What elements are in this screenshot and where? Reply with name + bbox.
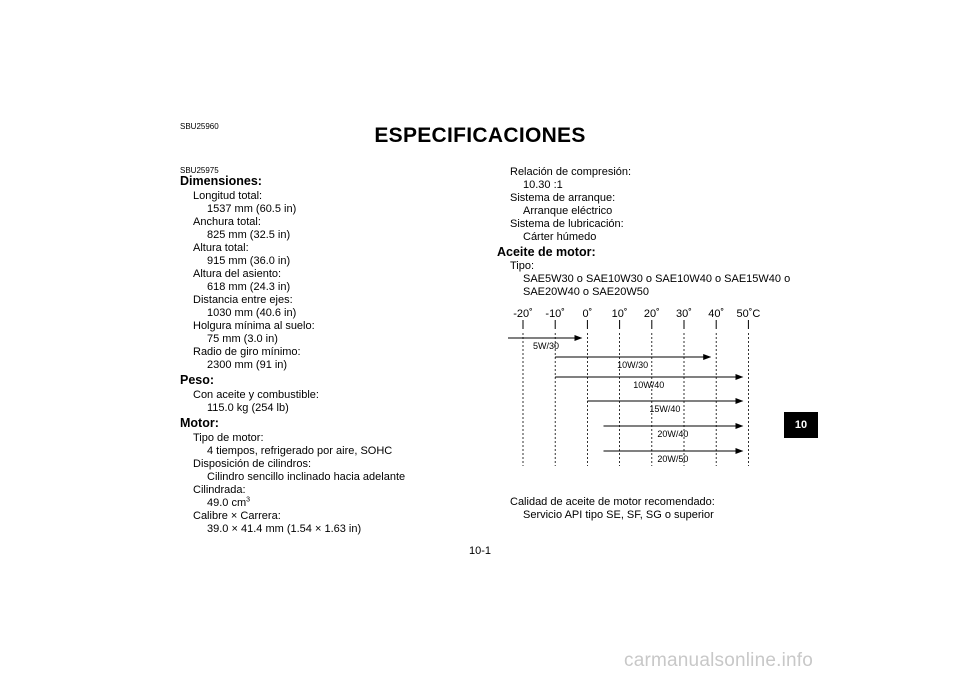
temperature-tick-label: 0˚ — [582, 308, 593, 320]
bore-label: Calibre — [193, 510, 228, 522]
section-code: SBU25960 — [180, 122, 219, 131]
bore-value: 39.0 — [207, 523, 229, 535]
spec-value — [207, 497, 250, 509]
spec-value: SAE5W30 o SAE10W30 o SAE10W40 o SAE15W40 o — [523, 273, 791, 285]
spec-label: Longitud total: — [193, 190, 263, 202]
spec-label: Radio de giro mínimo: — [193, 346, 301, 358]
displacement-value: 49.0 cm — [207, 497, 247, 509]
viscosity-grade-label: 20W/50 — [657, 454, 689, 464]
stroke-value-in: 1.63 in) — [324, 523, 362, 535]
heading-aceite: Aceite de motor: — [497, 245, 596, 259]
spec-label: Calidad de aceite de motor recomendado: — [510, 496, 715, 508]
spec-value — [207, 523, 361, 535]
viscosity-grade-label: 10W/40 — [633, 380, 665, 390]
spec-value: 1030 mm (40.6 in) — [207, 307, 297, 319]
spec-value: 2300 mm (91 in) — [207, 359, 288, 371]
spec-value: 4 tiempos, refrigerado por aire, SOHC — [207, 445, 393, 457]
heading-motor: Motor: — [180, 416, 219, 430]
page-number: 10-1 — [468, 545, 492, 557]
spec-label — [193, 510, 281, 522]
spec-label: Anchura total: — [193, 216, 261, 228]
spec-label: Sistema de lubricación: — [510, 218, 624, 230]
spec-value: Arranque eléctrico — [523, 205, 613, 217]
spec-value: SAE20W40 o SAE20W50 — [523, 286, 649, 298]
spec-value: 618 mm (24.3 in) — [207, 281, 291, 293]
temperature-tick-label: 30˚ — [676, 308, 692, 320]
stroke-value: 41.4 mm (1.54 — [240, 523, 312, 535]
spec-label: Cilindrada: — [193, 484, 246, 496]
times-sign: × — [314, 523, 322, 535]
heading-peso: Peso: — [180, 373, 215, 387]
temperature-tick-label: 10˚ — [611, 308, 628, 320]
viscosity-grade-label: 20W/40 — [657, 429, 689, 439]
subsection-code: SBU25975 — [180, 166, 219, 175]
spec-label: Distancia entre ejes: — [193, 294, 293, 306]
stroke-label: Carrera: — [240, 510, 281, 522]
spec-value: 10.30 :1 — [523, 179, 563, 191]
spec-value: Cárter húmedo — [523, 231, 597, 243]
spec-label: Tipo: — [510, 260, 535, 272]
spec-label: Sistema de arranque: — [510, 192, 616, 204]
heading-dimensiones: Dimensiones: — [180, 174, 262, 188]
spec-label: Con aceite y combustible: — [193, 389, 319, 401]
cubic-superscript: 3 — [246, 496, 251, 504]
spec-label: Holgura mínima al suelo: — [193, 320, 315, 332]
spec-label: Tipo de motor: — [193, 432, 264, 444]
temperature-tick-label: -20˚ — [513, 308, 533, 320]
times-sign: × — [231, 523, 238, 535]
temperature-tick-label: 40˚ — [708, 308, 725, 320]
oil-viscosity-chart — [500, 302, 780, 474]
page-title: ESPECIFICACIONES — [374, 124, 586, 147]
spec-value: 915 mm (36.0 in) — [207, 255, 291, 267]
chapter-tab: 10 — [784, 412, 818, 438]
viscosity-grade-label: 10W/30 — [617, 360, 649, 370]
watermark: carmanualsonline.info — [624, 650, 814, 671]
viscosity-grade-label: 5W/30 — [533, 341, 560, 351]
spec-label: Relación de compresión: — [510, 166, 632, 178]
viscosity-grade-label: 15W/40 — [649, 404, 681, 414]
spec-value: 825 mm (32.5 in) — [207, 229, 291, 241]
temperature-tick-label: 20˚ — [643, 308, 660, 320]
times-sign: × — [230, 510, 238, 522]
temperature-tick-label: -10˚ — [545, 308, 565, 320]
spec-label: Altura del asiento: — [193, 268, 282, 280]
spec-value: 75 mm (3.0 in) — [207, 333, 278, 345]
temperature-tick-label: 50˚C — [736, 308, 761, 320]
spec-label: Disposición de cilindros: — [193, 458, 311, 470]
spec-label: Altura total: — [193, 242, 249, 254]
spec-value: Cilindro sencillo inclinado hacia adelante — [207, 471, 406, 483]
spec-value: 115.0 kg (254 lb) — [207, 402, 289, 414]
spec-value: 1537 mm (60.5 in) — [207, 203, 297, 215]
spec-value: Servicio API tipo SE, SF, SG o superior — [523, 509, 714, 521]
